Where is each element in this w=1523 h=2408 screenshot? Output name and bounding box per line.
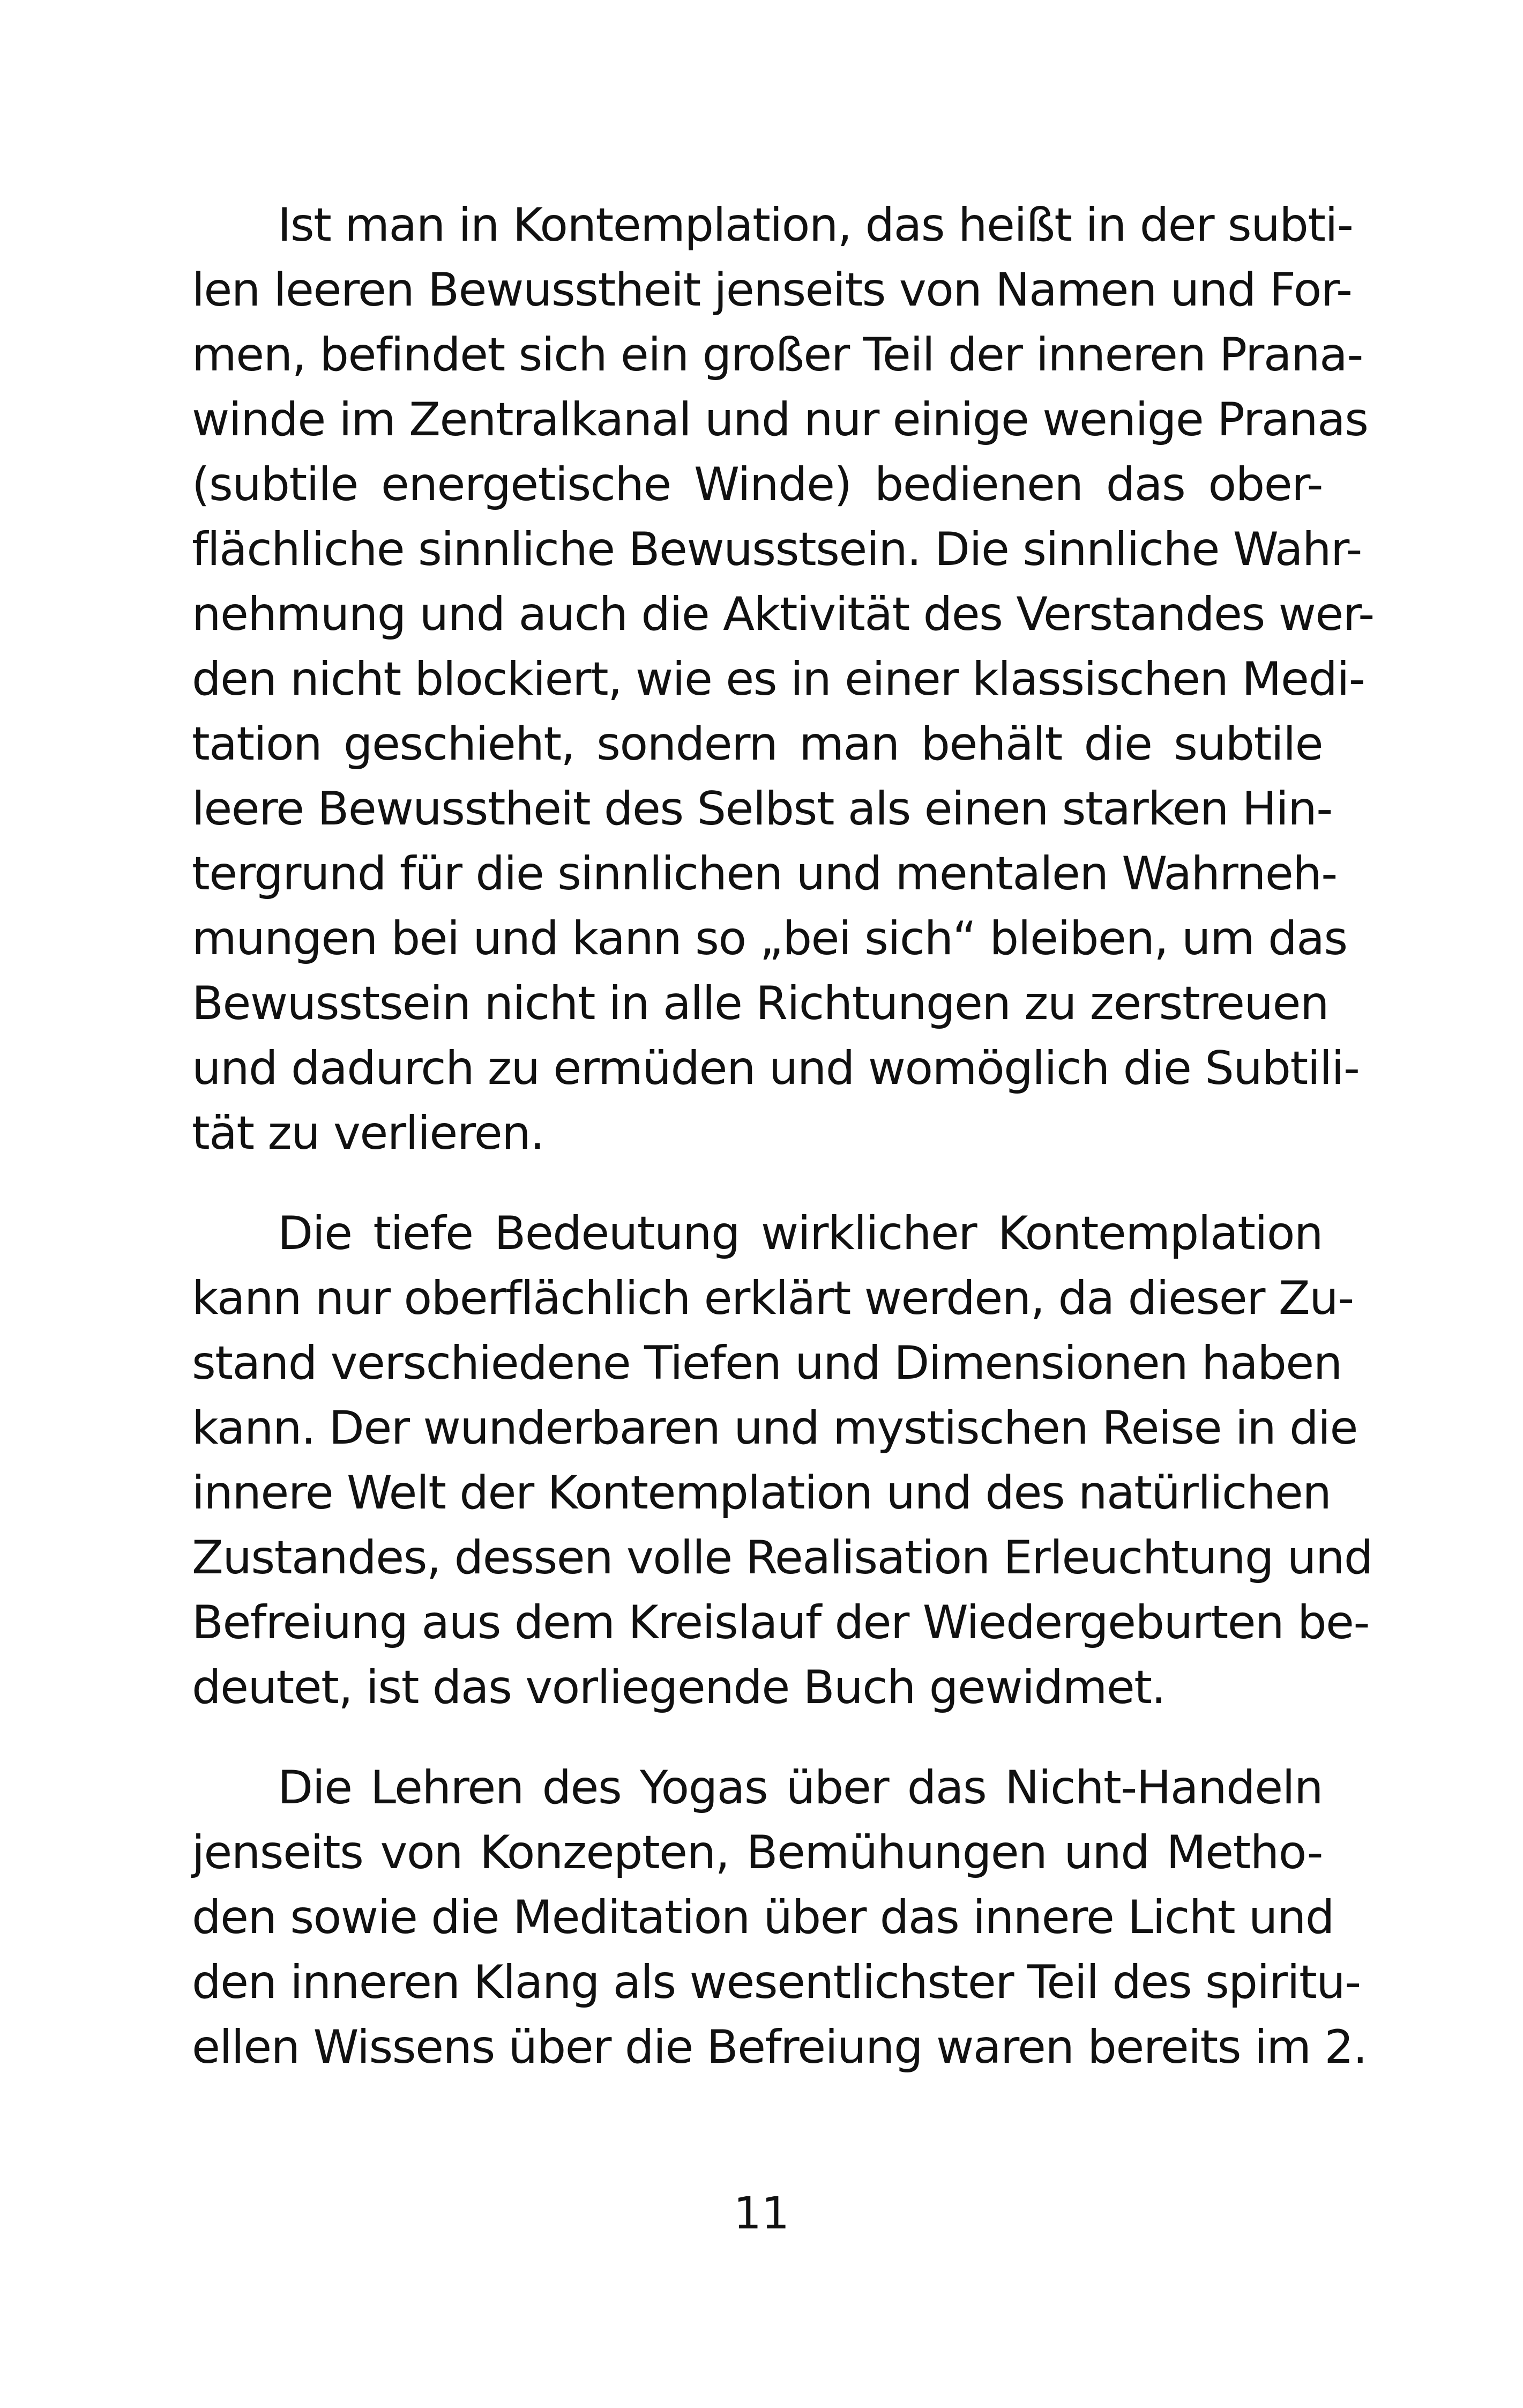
text-line: deutet, ist das vorliegende Buch gewidmet. bbox=[192, 1661, 1166, 1714]
paragraph-2 bbox=[192, 1201, 1372, 1720]
text-line: den nicht blockiert, wie es in einer klassischen Medi- bbox=[192, 652, 1365, 706]
paragraph-spacer bbox=[192, 1166, 1323, 1201]
paragraph-1 bbox=[192, 193, 1374, 1166]
text-line: Die Lehren des Yogas über das Nicht-Handeln bbox=[278, 1761, 1323, 1815]
text-line: mungen bei und kann so „bei sich“ bleiben, um das bbox=[192, 912, 1347, 965]
text-line: tation geschieht, sondern man behält die subtile bbox=[192, 717, 1323, 771]
text-line: Zustandes, dessen volle Realisation Erleuchtung und bbox=[192, 1531, 1372, 1585]
text-line: den sowie die Meditation über das innere Licht und bbox=[192, 1891, 1334, 1944]
text-line: leere Bewusstheit des Selbst als einen starken Hin- bbox=[192, 782, 1332, 836]
text-line: Die tiefe Bedeutung wirklicher Kontemplation bbox=[278, 1207, 1323, 1260]
text-line: nehmung und auch die Aktivität des Verstandes wer- bbox=[192, 588, 1374, 641]
text-line: tät zu verlieren. bbox=[192, 1106, 544, 1160]
text-line: tergrund für die sinnlichen und mentalen Wahrneh- bbox=[192, 847, 1337, 901]
text-line: winde im Zentralkanal und nur einige wenige Pranas bbox=[192, 393, 1368, 447]
text-line: Bewusstsein nicht in alle Richtungen zu zerstreuen bbox=[192, 977, 1328, 1030]
text-line: innere Welt der Kontemplation und des natürlichen bbox=[192, 1466, 1331, 1520]
text-line: Ist man in Kontemplation, das heißt in der subti- bbox=[278, 198, 1353, 252]
text-line: jenseits von Konzepten, Bemühungen und Metho- bbox=[192, 1826, 1323, 1879]
paragraph-spacer bbox=[192, 1720, 1323, 1756]
text-line: und dadurch zu ermüden und womöglich die Subtili- bbox=[192, 1042, 1360, 1095]
text-line: Befreiung aus dem Kreislauf der Wiedergeburten be- bbox=[192, 1596, 1369, 1649]
text-line: flächliche sinnliche Bewusstsein. Die sinnliche Wahr- bbox=[192, 523, 1362, 576]
page-number: 11 bbox=[733, 2188, 790, 2239]
text-line: den inneren Klang als wesentlichster Teil des spiritu- bbox=[192, 1956, 1361, 2009]
text-line: stand verschiedene Tiefen und Dimensionen haben bbox=[192, 1336, 1342, 1390]
text-line: (subtile energetische Winde) bedienen das ober- bbox=[192, 458, 1323, 511]
text-line: ellen Wissens über die Befreiung waren bereits im 2. bbox=[192, 2020, 1367, 2074]
text-line: kann. Der wunderbaren und mystischen Reise in die bbox=[192, 1401, 1357, 1455]
text-line: men, befindet sich ein großer Teil der inneren Prana- bbox=[192, 328, 1363, 382]
text-line: kann nur oberflächlich erklärt werden, da dieser Zu- bbox=[192, 1272, 1354, 1325]
paragraph-3 bbox=[192, 1756, 1367, 2080]
body-text bbox=[192, 193, 1374, 2080]
text-line: len leeren Bewusstheit jenseits von Namen und For- bbox=[192, 263, 1352, 317]
